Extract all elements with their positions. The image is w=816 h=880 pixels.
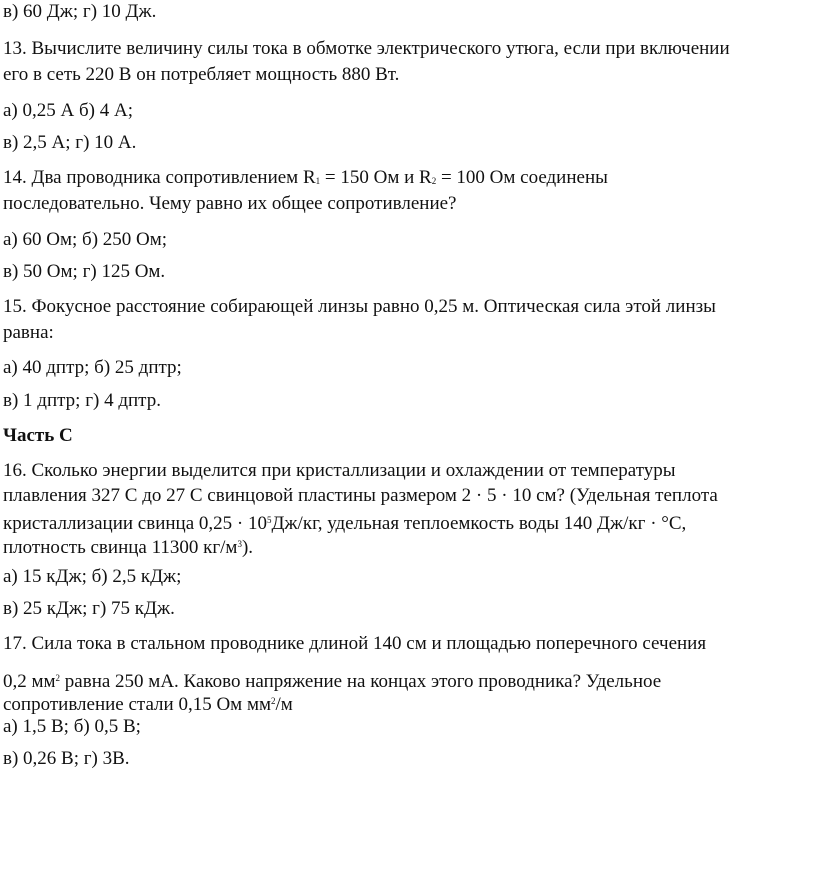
question-16-text-cont-2: кристаллизации свинца $0,25 \cdot 10^5Дж/кг$, удельная теплоемкость воды 140 Дж/кг · °С, xyxy=(3,513,687,534)
question-17-text: 17. Сила тока в стальном проводнике длиной 140 см и площадью поперечного сечения xyxy=(3,633,707,654)
answer-options-16-ab: а) 15 кДж; б) 2,5 кДж; xyxy=(3,566,182,587)
question-16-text-cont-3: плотность свинца 11300 $кг/м^3$). xyxy=(3,537,254,558)
question-15-text-cont: равна: xyxy=(3,322,54,343)
section-heading-part-c: Часть С xyxy=(3,425,73,446)
answer-options-17-cd: в) 0,26 В; г) 3В. xyxy=(3,748,130,769)
answer-options-14-cd: в) 50 Ом; г) 125 Ом. xyxy=(3,261,166,282)
question-13-text: 13. Вычислите величину силы тока в обмотке электрического утюга, если при включении xyxy=(3,38,730,59)
question-17-text-cont-1: 0,2 $мм^2$ равна 250 мА. Каково напряжение на концах этого проводника? Удельное xyxy=(3,671,662,692)
answer-options-17-ab: а) 1,5 В; б) 0,5 В; xyxy=(3,716,141,737)
question-16-text: 16. Сколько энергии выделится при кристаллизации и охлаждении от температуры xyxy=(3,460,676,481)
question-14-text: 14. Два проводника сопротивлением $R_1 = 150$ Ом и $R_2 = 100$ Ом соединены xyxy=(3,167,608,188)
answer-options-15-ab: а) 40 дптр; б) 25 дптр; xyxy=(3,357,182,378)
answer-options-14-ab: а) 60 Ом; б) 250 Ом; xyxy=(3,229,168,250)
question-15-text: 15. Фокусное расстояние собирающей линзы равно 0,25 м. Оптическая сила этой линзы xyxy=(3,296,716,317)
question-13-text-cont: его в сеть 220 В он потребляет мощность 880 Вт. xyxy=(3,64,400,85)
question-17-text-cont-2: сопротивление стали 0,15 Ом $мм^2/м$ xyxy=(3,694,293,715)
answer-options-15-cd: в) 1 дптр; г) 4 дптр. xyxy=(3,390,161,411)
answer-options-13-cd: в) 2,5 А; г) 10 А. xyxy=(3,132,137,153)
answer-options-16-cd: в) 25 кДж; г) 75 кДж. xyxy=(3,598,175,619)
answer-options-13-ab: а) 0,25 А б) 4 А; xyxy=(3,100,133,121)
question-16-text-cont-1: плавления 327 С до 27 С свинцовой пластины размером 2 · 5 · 10 см? (Удельная теплота xyxy=(3,485,718,506)
answer-options-12-cd: в) 60 Дж; г) 10 Дж. xyxy=(3,1,157,22)
question-14-text-cont: последовательно. Чему равно их общее сопротивление? xyxy=(3,193,457,214)
